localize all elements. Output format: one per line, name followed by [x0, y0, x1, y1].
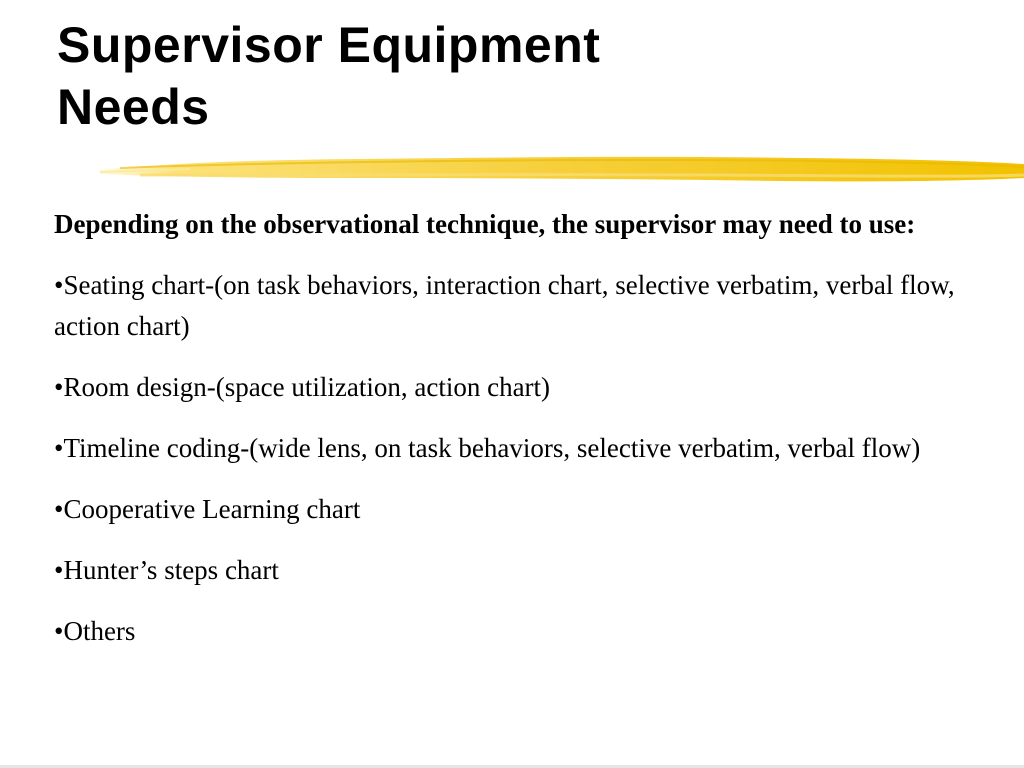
bullet-list [54, 265, 1004, 652]
bullet-item: •Room design-(space utilization, action chart) [54, 372, 551, 402]
bullet-item: •Timeline coding-(wide lens, on task behaviors, selective verbatim, verbal flow) [54, 433, 921, 463]
title-underline-brushstroke [100, 148, 1024, 190]
bullet-item: •Others [54, 616, 136, 646]
bullet-item: •Hunter’s steps chart [54, 555, 279, 585]
slide-body [54, 204, 1004, 672]
intro-text: Depending on the observational technique, the supervisor may need to use: [54, 209, 916, 239]
slide-title-line-2: Needs [57, 79, 210, 135]
bullet-item: •Cooperative Learning chart [54, 494, 361, 524]
slide-title [57, 14, 957, 138]
slide-title-line-1: Supervisor Equipment [57, 17, 601, 73]
bullet-item: •Seating chart-(on task behaviors, interaction chart, selective verbatim, verbal flow, action chart) [54, 270, 955, 341]
